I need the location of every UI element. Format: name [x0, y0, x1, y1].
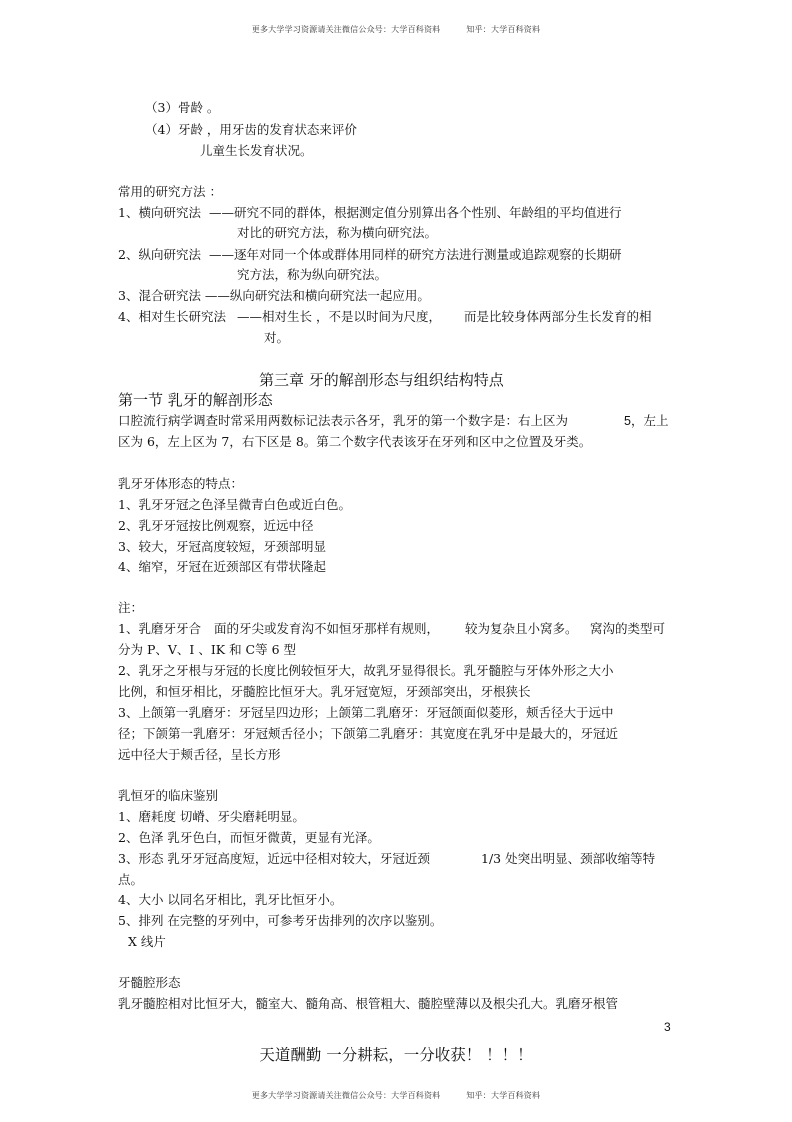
note-1-a: 1、乳磨牙牙合	[118, 621, 201, 636]
method-1-desc: ——研究不同的群体，根据测定值分别算出各个性别、年龄组的平均值进行	[209, 205, 622, 220]
note-1-c: 较为复杂且小窝多。	[465, 621, 578, 636]
intro-item-4-cont: 儿童生长发育状况。	[200, 143, 313, 158]
feature-item: 2、乳牙牙冠按比例观察，近远中径	[118, 518, 314, 533]
note-2-a: 2、乳牙之牙根与牙冠的长度比例较恒牙大，故乳牙显得很长。乳牙髓腔与牙体外形之大小	[118, 663, 614, 678]
footer-right-text: 知乎：大学百科资料	[466, 1091, 541, 1100]
clinical-item-3-b: 1/3 处突出明显、颈部收缩等特	[481, 851, 656, 866]
method-4-label: 4、相对生长研究法	[118, 309, 226, 324]
chapter-title: 第三章 牙的解剖形态与组织结构特点	[259, 371, 504, 389]
feature-item: 4、缩窄，牙冠在近颈部区有带状隆起	[118, 559, 326, 574]
methods-title: 常用的研究方法 ：	[118, 184, 222, 199]
method-2-label: 2、纵向研究法	[118, 247, 201, 262]
motto-text: 天道酬勤 一分耕耘，一分收获！ ！！！	[259, 1046, 533, 1064]
method-4-desc-b: 而是比较身体两部分生长发育的相	[464, 309, 652, 324]
note-1-d: 窝沟的类型可	[590, 621, 666, 636]
method-3: 3、混合研究法 ——纵向研究法和横向研究法一起应用。	[118, 288, 430, 303]
page-header	[0, 24, 792, 35]
method-4-desc-cont: 对。	[264, 330, 290, 345]
clinical-item-3-c: 点。	[118, 872, 144, 887]
pulp-line-1: 乳牙髓腔相对比恒牙大，髓室大、髓角高、根管粗大、髓腔壁薄以及根尖孔大。乳磨牙根管	[118, 996, 619, 1011]
method-2-desc-cont: 究方法，称为纵向研究法。	[237, 267, 388, 282]
method-2-desc: ——逐年对同一个体或群体用同样的研究方法进行测量或追踪观察的长期研	[209, 247, 622, 262]
feature-item: 1、乳牙牙冠之色泽呈微青白色或近白色。	[118, 497, 351, 512]
page-footer	[0, 1090, 792, 1101]
header-right-text: 知乎：大学百科资料	[466, 25, 541, 34]
note-3-b: 径；下颌第一乳磨牙：牙冠颊舌径小；下颌第二乳磨牙：其宽度在乳牙中是最大的，牙冠近	[118, 726, 619, 741]
method-4-desc: ——相对生长 ，不是以时间为尺度，	[237, 309, 441, 324]
footer-left-text: 更多大学学习资源请关注微信公众号：大学百科资料	[251, 1091, 441, 1100]
note-1-b: 面的牙尖或发育沟不如恒牙那样有规则，	[214, 621, 440, 636]
page-number: 3	[664, 1020, 671, 1034]
clinical-title: 乳恒牙的临床鉴别	[118, 788, 219, 803]
note-3-a: 3、上颌第一乳磨牙：牙冠呈四边形；上颌第二乳磨牙：牙冠颌面似菱形，颊舌径大于远中	[118, 705, 614, 720]
notes-title: 注：	[118, 600, 144, 615]
clinical-item-3: 3、形态 乳牙牙冠高度短，近远中径相对较大，牙冠近颈	[118, 851, 430, 866]
note-2-b: 比例，和恒牙相比，牙髓腔比恒牙大。乳牙冠宽短，牙颈部突出，牙根狭长	[118, 684, 531, 699]
notation-line-1: 口腔流行病学调查时常采用两数标记法表示各牙，乳牙的第一个数字是：右上区为	[118, 413, 569, 428]
note-1-e: 分为 P、V、I 、IK 和 C等 6 型	[118, 642, 297, 657]
clinical-item-1: 1、磨耗度 切嵴、牙尖磨耗明显。	[118, 809, 305, 824]
features-title: 乳牙牙体形态的特点：	[118, 476, 244, 491]
intro-item-3: （3）骨龄 。	[145, 100, 220, 115]
intro-item-4: （4）牙龄 ，用牙齿的发育状态来评价	[145, 122, 357, 137]
clinical-item-2: 2、色泽 乳牙色白，而恒牙微黄，更显有光泽。	[118, 830, 380, 845]
method-1-label: 1、横向研究法	[118, 205, 201, 220]
section-title: 第一节 乳牙的解剖形态	[118, 391, 273, 409]
pulp-title: 牙髓腔形态	[118, 975, 181, 990]
notation-line-1-end: 5，左上	[624, 414, 669, 428]
method-1-desc-cont: 对比的研究方法，称为横向研究法。	[237, 225, 438, 240]
feature-item: 3、较大，牙冠高度较短，牙颈部明显	[118, 539, 326, 554]
note-3-c: 远中径大于颊舌径，呈长方形	[118, 747, 281, 762]
clinical-item-4: 4、大小 以同名牙相比，乳牙比恒牙小。	[118, 892, 343, 907]
clinical-item-5: 5、排列 在完整的牙列中，可参考牙齿排列的次序以鉴别。	[118, 913, 443, 928]
header-left-text: 更多大学学习资源请关注微信公众号：大学百科资料	[251, 25, 441, 34]
clinical-item-6: X 线片	[128, 934, 166, 949]
notation-line-2: 区为 6，左上区为 7，右下区是 8。第二个数字代表该牙在牙列和区中之位置及牙类。	[118, 434, 592, 449]
